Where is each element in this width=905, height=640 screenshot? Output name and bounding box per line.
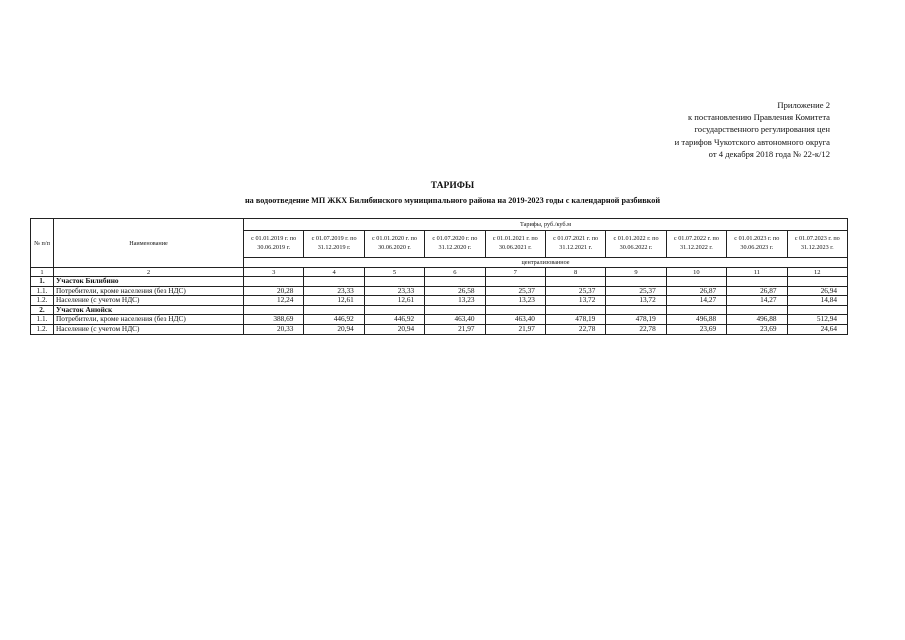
tariff-value: 12,24	[244, 296, 304, 306]
period-header: с 01.07.2021 г. по 31.12.2021 г.	[545, 231, 605, 258]
row-number: 1.2.	[31, 324, 54, 334]
column-index: 3	[244, 268, 304, 277]
row-name: Потребители, кроме населения (без НДС)	[54, 286, 244, 296]
tariff-value: 478,19	[606, 315, 666, 325]
tariff-value: 26,87	[727, 286, 787, 296]
column-index: 7	[485, 268, 545, 277]
tariff-value: 496,88	[727, 315, 787, 325]
tariff-value	[606, 277, 666, 287]
tariff-value: 20,94	[304, 324, 364, 334]
tariff-value	[485, 277, 545, 287]
tariff-value: 446,92	[304, 315, 364, 325]
appendix-line: Приложение 2	[777, 100, 830, 110]
row-number: 1.1.	[31, 315, 54, 325]
period-header: с 01.01.2023 г. по 30.06.2023 г.	[727, 231, 787, 258]
tariff-value: 23,33	[304, 286, 364, 296]
row-name: Население (с учетом НДС)	[54, 296, 244, 306]
period-header: с 01.07.2023 г. по 31.12.2023 г.	[787, 231, 847, 258]
appendix-line: государственного регулирования цен	[694, 124, 830, 135]
tariff-value: 14,27	[727, 296, 787, 306]
tariff-value: 26,58	[425, 286, 485, 296]
row-name: Население (с учетом НДС)	[54, 324, 244, 334]
table-row	[31, 324, 848, 334]
column-index: 5	[364, 268, 424, 277]
tariff-value: 446,92	[364, 315, 424, 325]
tariff-value	[244, 277, 304, 287]
tariff-value: 14,84	[787, 296, 847, 306]
tariff-value: 13,23	[485, 296, 545, 306]
document-title: ТАРИФЫ	[430, 181, 475, 191]
tariff-value: 512,94	[787, 315, 847, 325]
table-row	[31, 315, 848, 325]
tariffs-header: Тарифы, руб./куб.м	[244, 219, 848, 231]
tariff-value: 478,19	[545, 315, 605, 325]
column-index: 10	[666, 268, 726, 277]
tariff-value: 26,94	[787, 286, 847, 296]
column-index: 4	[304, 268, 364, 277]
tariff-value: 14,27	[666, 296, 726, 306]
tariff-value: 25,37	[545, 286, 605, 296]
tariff-value: 22,78	[545, 324, 605, 334]
section-row	[31, 305, 848, 315]
tariff-value	[666, 277, 726, 287]
appendix-header	[570, 99, 830, 160]
col-num-header: № п/п	[31, 219, 54, 268]
tariff-value: 21,97	[425, 324, 485, 334]
col-name-header: Наименование	[54, 219, 244, 268]
period-header: с 01.07.2020 г. по 31.12.2020 г.	[425, 231, 485, 258]
appendix-line: и тарифов Чукотского автономного округа	[674, 136, 830, 147]
tariff-value: 23,69	[727, 324, 787, 334]
column-index: 11	[727, 268, 787, 277]
tariff-value: 20,33	[244, 324, 304, 334]
tariff-value: 23,69	[666, 324, 726, 334]
tariff-value: 463,40	[425, 315, 485, 325]
section-name: Участок Билибино	[54, 277, 244, 287]
period-header: с 01.01.2022 г. по 30.06.2022 г.	[606, 231, 666, 258]
column-index: 12	[787, 268, 847, 277]
column-index: 8	[545, 268, 605, 277]
tariff-value: 463,40	[485, 315, 545, 325]
row-name: Потребители, кроме населения (без НДС)	[54, 315, 244, 325]
tariff-value: 13,23	[425, 296, 485, 306]
tariff-value: 13,72	[545, 296, 605, 306]
tariff-value	[304, 277, 364, 287]
row-number: 2.	[31, 305, 54, 315]
table-row	[31, 286, 848, 296]
tariff-table	[30, 218, 848, 335]
column-index: 9	[606, 268, 666, 277]
table-row	[31, 296, 848, 306]
tariff-value: 25,37	[606, 286, 666, 296]
document-subtitle: на водоотведение МП ЖКХ Билибинского муниципального района на 2019-2023 годы с календарной разбивкой	[244, 196, 661, 205]
tariff-value	[787, 277, 847, 287]
section-row	[31, 277, 848, 287]
system-label: централизованное	[244, 258, 848, 268]
tariff-value: 23,33	[364, 286, 424, 296]
tariff-value: 24,64	[787, 324, 847, 334]
tariff-value	[364, 277, 424, 287]
period-header: с 01.01.2019 г. по 30.06.2019 г.	[244, 231, 304, 258]
tariff-value: 20,28	[244, 286, 304, 296]
column-index: 2	[54, 268, 244, 277]
period-header: с 01.07.2022 г. по 31.12.2022 г.	[666, 231, 726, 258]
tariff-value: 12,61	[304, 296, 364, 306]
column-index: 6	[425, 268, 485, 277]
tariff-value: 496,88	[666, 315, 726, 325]
period-header: с 01.01.2021 г. по 30.06.2021 г.	[485, 231, 545, 258]
section-name: Участок Анюйск	[54, 305, 244, 315]
row-number: 1.2.	[31, 296, 54, 306]
tariff-value	[727, 277, 787, 287]
period-header: с 01.07.2019 г. по 31.12.2019 г.	[304, 231, 364, 258]
tariff-value: 13,72	[606, 296, 666, 306]
tariff-value: 25,37	[485, 286, 545, 296]
tariff-value: 20,94	[364, 324, 424, 334]
row-number: 1.	[31, 277, 54, 287]
tariff-value	[545, 277, 605, 287]
tariff-value: 388,69	[244, 315, 304, 325]
tariff-value: 26,87	[666, 286, 726, 296]
row-number: 1.1.	[31, 286, 54, 296]
appendix-line: от 4 декабря 2018 года № 22-к/12	[708, 148, 830, 159]
appendix-line: к постановлению Правления Комитета	[687, 112, 830, 123]
period-header: с 01.01.2020 г. по 30.06.2020 г.	[364, 231, 424, 258]
tariff-value	[425, 277, 485, 287]
tariff-value: 21,97	[485, 324, 545, 334]
column-index: 1	[31, 268, 54, 277]
tariff-value: 12,61	[364, 296, 424, 306]
tariff-value: 22,78	[606, 324, 666, 334]
